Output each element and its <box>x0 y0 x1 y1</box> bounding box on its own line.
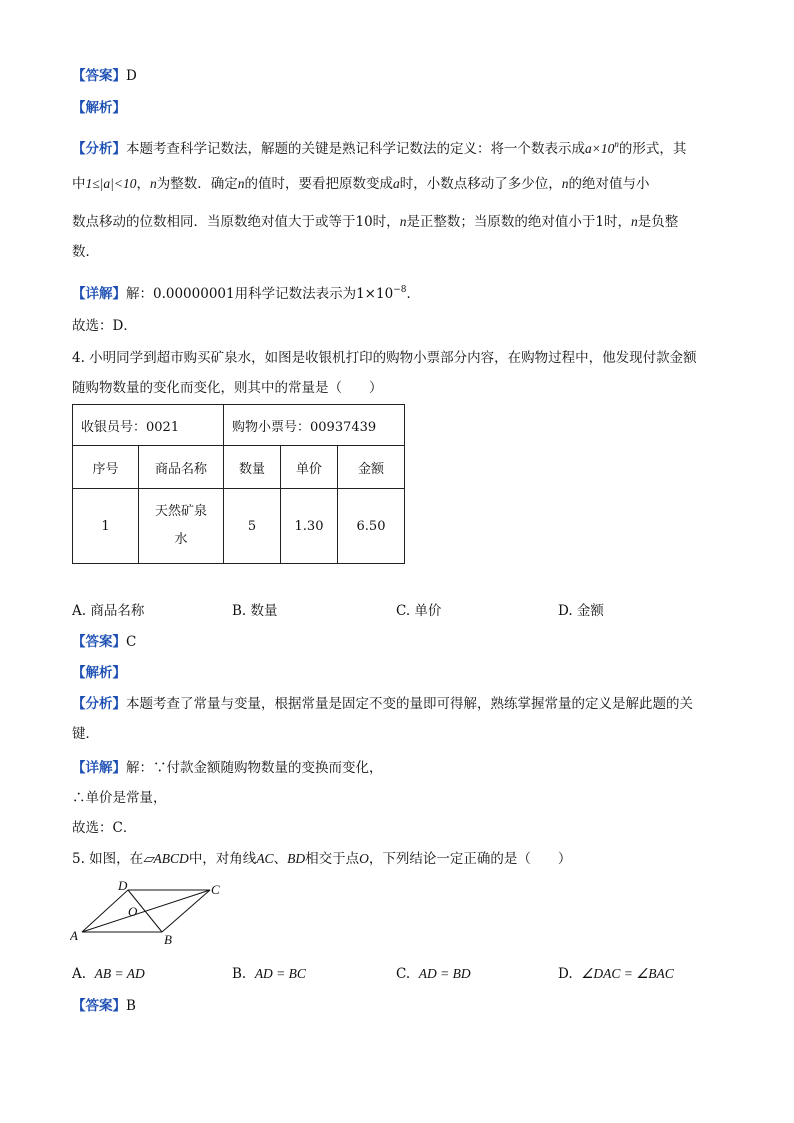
text: 随购物数量的变化而变化，则其中的常量是（ ） <box>72 380 383 396</box>
math: n <box>237 176 245 191</box>
product-name: 天然矿泉水 <box>154 504 207 547</box>
answer-value: C <box>126 634 137 650</box>
answer-value: B <box>126 998 136 1014</box>
text: 是负整 <box>637 214 679 230</box>
q4-option-a: A. 商品名称 <box>72 603 145 619</box>
q3-answer-line <box>72 66 137 86</box>
vertex-label-b: B <box>164 932 172 947</box>
q4-detail-line-2 <box>72 788 167 808</box>
q5-option-c <box>396 964 471 984</box>
text: 的绝对值与小 <box>568 176 650 192</box>
text: 数点移动的位数相同．当原数绝对值大于或等于10时， <box>72 214 400 230</box>
q3-choose-line <box>72 316 137 336</box>
math: n <box>149 176 157 191</box>
math: BD <box>287 851 306 866</box>
math-sup: n <box>614 139 619 149</box>
column-header: 商品名称 <box>139 446 224 489</box>
text: 为整数．确定 <box>156 176 238 192</box>
answer-label: 【答案】 <box>72 68 126 84</box>
option-letter: D. <box>558 966 573 982</box>
table-cell <box>139 489 224 564</box>
jiexi-label: 【解析】 <box>72 665 126 681</box>
text: 数． <box>72 244 99 260</box>
option-expr: AD = BC <box>254 966 306 981</box>
q4-option-d: D. 金额 <box>558 603 604 619</box>
text: 中 <box>72 176 86 192</box>
q4-answer-line <box>72 632 136 652</box>
point-label-o: O <box>128 904 138 919</box>
analysis-label: 【分析】 <box>72 696 126 712</box>
text: 本题考查科学记数法，解题的关键是熟记科学记数法的定义：将一个数表示成 <box>126 141 585 157</box>
text: 解：∵付款金额随购物数量的变换而变化， <box>126 760 383 776</box>
q3-analysis-line-2 <box>72 174 649 194</box>
receipt-number-cell: 购物小票号：00937439 <box>224 405 405 446</box>
parallelogram-figure <box>70 880 230 950</box>
detail-label: 【详解】 <box>72 760 126 776</box>
option-expr: AB = AD <box>94 966 145 981</box>
text: 故选：D． <box>72 318 137 334</box>
side-cb <box>162 890 210 932</box>
column-header: 金额 <box>338 446 405 489</box>
q4-option-c: C. 单价 <box>396 603 442 619</box>
math: n <box>399 214 407 229</box>
q5-option-b <box>232 964 306 984</box>
receipt-table <box>72 404 405 564</box>
table-row <box>73 489 405 564</box>
vertex-label-d: D <box>118 880 128 893</box>
q4-choose-line <box>72 818 136 838</box>
q3-analysis-line-1 <box>72 134 686 159</box>
text: 中，对角线 <box>188 851 257 867</box>
text: 故选：C． <box>72 820 137 836</box>
q4-jiexi-line <box>72 663 126 683</box>
q4-detail-line-1 <box>72 758 383 778</box>
q5-option-a <box>72 964 145 984</box>
answer-label: 【答案】 <box>72 634 126 650</box>
q4-option-b: B. 数量 <box>232 603 278 619</box>
text: 解：0.00000001用科学记数法表示为 <box>126 286 357 302</box>
text: 键． <box>72 726 99 742</box>
math: ▱ABCD <box>143 851 189 866</box>
q5-option-d <box>558 964 674 984</box>
table-cell: 1.30 <box>281 489 338 564</box>
side-ad <box>82 890 128 932</box>
option-letter: A. <box>72 966 87 982</box>
math: 1×10 <box>356 286 394 302</box>
option-letter: C. <box>396 966 411 982</box>
column-header: 数量 <box>224 446 281 489</box>
text: 本题考查了常量与变量，根据常量是固定不变的量即可得解，熟练掌握常量的定义是解此题的关 <box>126 696 693 712</box>
q4-analysis-line-1 <box>72 694 693 714</box>
vertex-label-a: A <box>70 928 78 943</box>
text: 的值时，要看把原数变成 <box>244 176 393 192</box>
jiexi-label: 【解析】 <box>72 100 126 116</box>
math: 1≤|a|<10 <box>85 176 137 191</box>
detail-label: 【详解】 <box>72 286 126 302</box>
cashier-cell: 收银员号：0021 <box>73 405 224 446</box>
option-expr: ∠DAC = ∠BAC <box>581 966 674 981</box>
q3-jiexi-line <box>72 98 126 118</box>
math: n <box>631 214 638 229</box>
vertex-label-c: C <box>211 882 220 897</box>
math-sup: −8 <box>393 285 407 295</box>
q3-analysis-line-4 <box>72 242 99 262</box>
table-cell: 1 <box>73 489 139 564</box>
text: 、 <box>273 851 288 867</box>
text: ，下列结论一定正确的是（ ） <box>368 851 572 867</box>
math: O <box>359 851 369 866</box>
q5-stem-line <box>72 849 571 869</box>
q3-analysis-line-3 <box>72 212 678 232</box>
answer-value: D <box>126 68 137 84</box>
q5-answer-line <box>72 996 136 1016</box>
option-expr: AD = BD <box>418 966 471 981</box>
diagonal-ac <box>82 890 210 932</box>
text: ∴单价是常量， <box>72 790 167 806</box>
text: 相交于点 <box>305 851 360 867</box>
text: 4. 小明同学到超市购买矿泉水，如图是收银机打印的购物小票部分内容，在购物过程中，他发现付款金额 <box>72 350 697 366</box>
text: ． <box>406 286 420 302</box>
q4-stem-line-1 <box>72 348 697 368</box>
table-header-row <box>73 446 405 489</box>
table-cell: 6.50 <box>338 489 405 564</box>
math: n <box>561 176 569 191</box>
column-header: 序号 <box>73 446 139 489</box>
text: 是正整数；当原数的绝对值小于1时， <box>406 214 632 230</box>
q4-stem-line-2 <box>72 378 383 398</box>
text: ， <box>136 176 150 192</box>
answer-label: 【答案】 <box>72 998 126 1014</box>
text: 的形式，其 <box>618 141 687 157</box>
option-letter: B. <box>232 966 247 982</box>
analysis-label: 【分析】 <box>72 141 126 157</box>
text: 5. 如图，在 <box>72 851 144 867</box>
receipt-header-row <box>73 405 405 446</box>
q4-analysis-line-2 <box>72 724 99 744</box>
column-header: 单价 <box>281 446 338 489</box>
q3-detail-line <box>72 280 420 304</box>
table-cell: 5 <box>224 489 281 564</box>
math: a×10 <box>585 141 615 156</box>
math: a <box>392 176 400 191</box>
math: AC <box>256 851 274 866</box>
text: 时，小数点移动了多少位， <box>399 176 562 192</box>
